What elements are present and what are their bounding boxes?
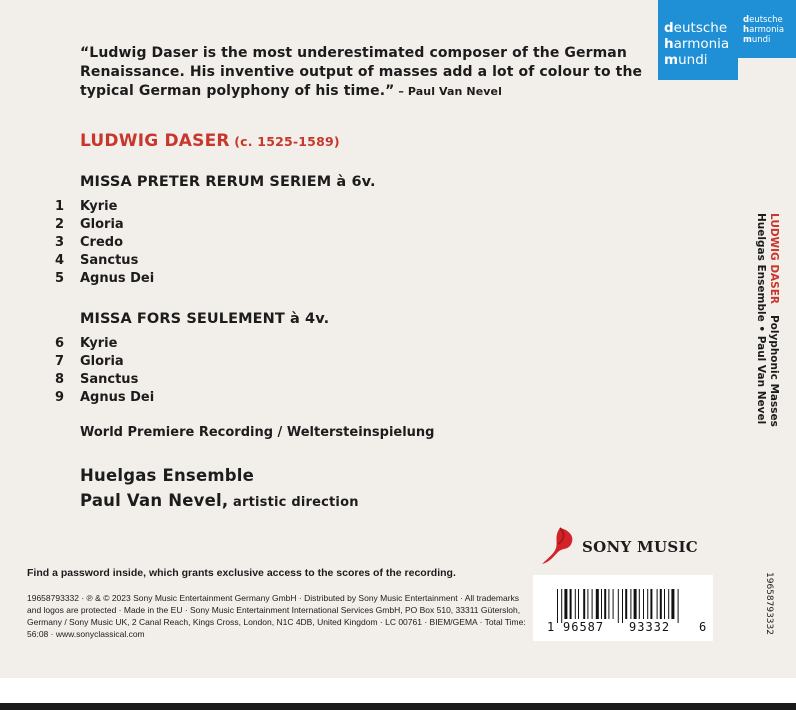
- ensemble-name: Huelgas Ensemble: [80, 466, 254, 485]
- barcode-bar: [622, 589, 623, 623]
- composer-dates: (c. 1525-1589): [229, 134, 340, 149]
- composer-heading: [80, 131, 340, 151]
- barcode-bar: [583, 589, 585, 619]
- barcode-bar: [608, 589, 609, 619]
- track-row: 1 Kyrie: [54, 199, 118, 214]
- barcode-bar: [575, 589, 576, 619]
- barcode-bar: [564, 589, 567, 619]
- quote: [80, 44, 660, 101]
- barcode-bar: [587, 589, 588, 619]
- barcode-bar: [671, 589, 674, 619]
- spine-composer: LUDWIG DASER: [768, 213, 780, 304]
- barcode-bar: [613, 589, 614, 619]
- label-logo: [658, 0, 796, 80]
- director-role: artistic direction: [228, 495, 359, 510]
- track-row: 9 Agnus Dei: [54, 390, 155, 405]
- track-row: 8 Sanctus: [54, 372, 139, 387]
- password-note: Find a password inside, which grants exclusive access to the scores of the recording.: [27, 567, 456, 579]
- label-logo-large: deutsche harmonia mundi: [658, 0, 738, 80]
- barcode-bar: [639, 589, 640, 619]
- spine-performers: Huelgas Ensemble • Paul Van Nevel: [755, 213, 767, 425]
- barcode-bar: [625, 589, 627, 619]
- premiere-note: World Premiere Recording / Weltersteinspielung: [80, 425, 435, 440]
- barcode-bar: [561, 589, 562, 623]
- director-name: Paul Van Nevel,: [80, 491, 229, 510]
- barcode-bars: [533, 575, 713, 641]
- track-row: 6 Kyrie: [54, 336, 118, 351]
- barcode-digit-first: 1: [547, 620, 555, 634]
- barcode-bar: [618, 589, 619, 623]
- composer-name: LUDWIG DASER: [80, 131, 230, 151]
- barcode-bar: [570, 589, 572, 619]
- quote-attribution: – Paul Van Nevel: [394, 85, 502, 98]
- barcode-bar: [592, 589, 593, 619]
- barcode-bar: [604, 589, 606, 619]
- barcode-bar: [601, 589, 602, 619]
- barcode-bar: [630, 589, 631, 619]
- bottom-rule: [0, 703, 796, 710]
- track-row: 4 Sanctus: [54, 253, 139, 268]
- spine-subtitle: Polyphonic Masses: [768, 314, 780, 427]
- barcode-bar: [678, 589, 679, 623]
- barcode-bar: [647, 589, 648, 619]
- track-row: 3 Credo: [54, 235, 124, 250]
- track-row: 2 Gloria: [54, 217, 124, 232]
- sony-music-wordmark: SONY MUSIC: [582, 538, 699, 556]
- barcode-digits-group1: 96587: [563, 620, 605, 634]
- barcode-bar: [650, 589, 652, 619]
- spine: [750, 213, 790, 453]
- barcode-bar: [668, 589, 669, 619]
- sony-music-icon: [540, 526, 580, 566]
- director-credit: [80, 491, 359, 510]
- label-logo-small: deutsche harmonia mundi: [738, 0, 796, 58]
- legal-text: 19658793332 · ℗ & © 2023 Sony Music Entertainment Germany GmbH · Distributed by Sony Music Entertainment · All trademarks and logos are protected · Made in the EU · Sony Music Entertainment International Services GmbH, PO Box 510, 33311 Gütersloh, Germany / Sony Music UK, 2 Canal Reach, Kings Cross, London, N1C 4DB, United Kingdom · LC 00761 · BIEM/GEMA · Total Time: 56:08 · www.sonyclassical.com: [27, 593, 526, 639]
- barcode-bar: [660, 589, 662, 619]
- quote-text: “Ludwig Daser is the most underestimated composer of the German Renaissance. His inventive output of masses add a lot of colour to the typical German polyphony of his time.”: [80, 45, 643, 99]
- barcode-bar: [634, 589, 637, 619]
- mass-title-1: MISSA PRETER RERUM SERIEM à 6v.: [80, 174, 376, 190]
- barcode-bar: [643, 589, 644, 619]
- barcode-bar: [557, 589, 558, 623]
- barcode-digit-last: 6: [699, 620, 707, 634]
- barcode-bar: [657, 589, 658, 619]
- mass-title-2: MISSA FORS SEULEMENT à 4v.: [80, 311, 330, 327]
- barcode-digits-group2: 93332: [629, 620, 671, 634]
- barcode: [533, 575, 713, 641]
- barcode-bar: [664, 589, 665, 619]
- catalog-number: 19658793332: [764, 572, 774, 635]
- barcode-bar: [578, 589, 579, 619]
- track-row: 5 Agnus Dei: [54, 271, 155, 286]
- barcode-bar: [596, 589, 599, 619]
- track-row: 7 Gloria: [54, 354, 124, 369]
- sony-music-logo: [540, 526, 720, 566]
